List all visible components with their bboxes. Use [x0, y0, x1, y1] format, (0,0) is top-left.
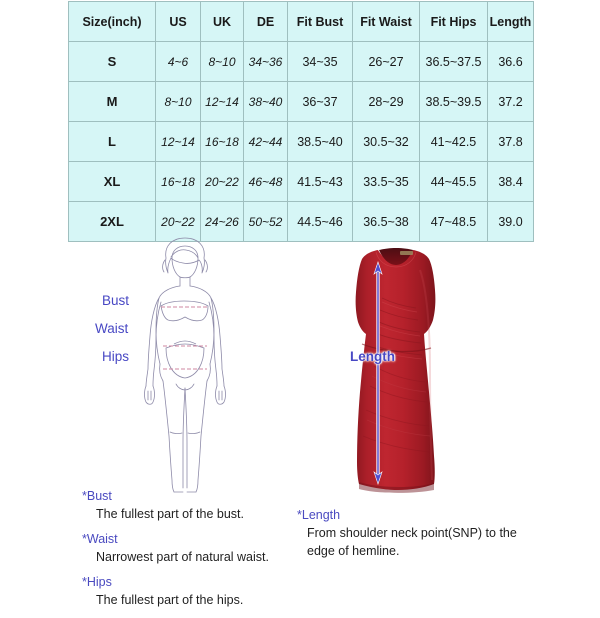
cell-us: 8~10 — [156, 82, 201, 122]
table-row — [69, 82, 534, 122]
cell-uk: 20~22 — [201, 162, 244, 202]
legend-term-hips: *Hips — [82, 575, 112, 590]
legend-desc-waist: Narrowest part of natural waist. — [96, 550, 269, 565]
cell-us: 16~18 — [156, 162, 201, 202]
cell-fit-waist: 26~27 — [353, 42, 420, 82]
column-header-length: Length — [488, 2, 534, 42]
cell-length: 36.6 — [488, 42, 534, 82]
table-row — [69, 122, 534, 162]
cell-de: 46~48 — [244, 162, 288, 202]
cell-us: 20~22 — [156, 202, 201, 242]
column-header-fit-hips: Fit Hips — [420, 2, 488, 42]
cell-fit-waist: 28~29 — [353, 82, 420, 122]
column-header-fit-waist: Fit Waist — [353, 2, 420, 42]
legend-term-bust: *Bust — [82, 489, 112, 503]
cell-length: 39.0 — [488, 202, 534, 242]
cell-fit-bust: 38.5~40 — [288, 122, 353, 162]
cell-fit-hips: 38.5~39.5 — [420, 82, 488, 122]
column-header-fit-bust: Fit Bust — [288, 2, 353, 42]
cell-de: 42~44 — [244, 122, 288, 162]
cell-de: 34~36 — [244, 42, 288, 82]
cell-length: 37.8 — [488, 122, 534, 162]
cell-size: M — [69, 82, 156, 122]
cell-fit-bust: 44.5~46 — [288, 202, 353, 242]
cell-uk: 12~14 — [201, 82, 244, 122]
cell-fit-waist: 36.5~38 — [353, 202, 420, 242]
cell-uk: 24~26 — [201, 202, 244, 242]
cell-fit-waist: 30.5~32 — [353, 122, 420, 162]
cell-size: 2XL — [69, 202, 156, 242]
legend-desc-length: From shoulder neck point(SNP) to the edge of hemline. — [307, 526, 517, 559]
legend-desc-bust: The fullest part of the bust. — [96, 507, 244, 521]
cell-size: S — [69, 42, 156, 82]
cell-size: XL — [69, 162, 156, 202]
legend-body-measurements — [82, 489, 292, 618]
cell-fit-bust: 36~37 — [288, 82, 353, 122]
cell-fit-bust: 34~35 — [288, 42, 353, 82]
column-header-uk: UK — [201, 2, 244, 42]
cell-length: 37.2 — [488, 82, 534, 122]
cell-uk: 8~10 — [201, 42, 244, 82]
cell-fit-hips: 44~45.5 — [420, 162, 488, 202]
cell-uk: 16~18 — [201, 122, 244, 162]
cell-fit-waist: 33.5~35 — [353, 162, 420, 202]
cell-length: 38.4 — [488, 162, 534, 202]
body-label-waist: Waist — [95, 321, 129, 336]
legend-term-length: *Length — [297, 508, 341, 522]
legend-desc-hips: The fullest part of the hips. — [96, 593, 244, 608]
column-header-de: DE — [244, 2, 288, 42]
cell-size: L — [69, 122, 156, 162]
cell-us: 12~14 — [156, 122, 201, 162]
cell-de: 50~52 — [244, 202, 288, 242]
table-row — [69, 162, 534, 202]
body-label-bust: Bust — [102, 293, 130, 308]
size-chart-table — [68, 1, 534, 242]
legend-term-waist: *Waist — [82, 532, 118, 547]
cell-de: 38~40 — [244, 82, 288, 122]
body-label-hips: Hips — [102, 349, 130, 364]
female-body-measurement-diagram — [132, 236, 238, 494]
red-sleeveless-dress-photo — [332, 240, 460, 498]
dress-brand-tag — [400, 251, 413, 255]
column-header-us: US — [156, 2, 201, 42]
dress-label-length: Length — [350, 349, 395, 364]
cell-fit-bust: 41.5~43 — [288, 162, 353, 202]
table-header-row — [69, 2, 534, 42]
legend-garment-length — [297, 508, 527, 569]
cell-fit-hips: 47~48.5 — [420, 202, 488, 242]
cell-us: 4~6 — [156, 42, 201, 82]
column-header-size: Size(inch) — [69, 2, 156, 42]
cell-fit-hips: 36.5~37.5 — [420, 42, 488, 82]
table-row — [69, 42, 534, 82]
cell-fit-hips: 41~42.5 — [420, 122, 488, 162]
